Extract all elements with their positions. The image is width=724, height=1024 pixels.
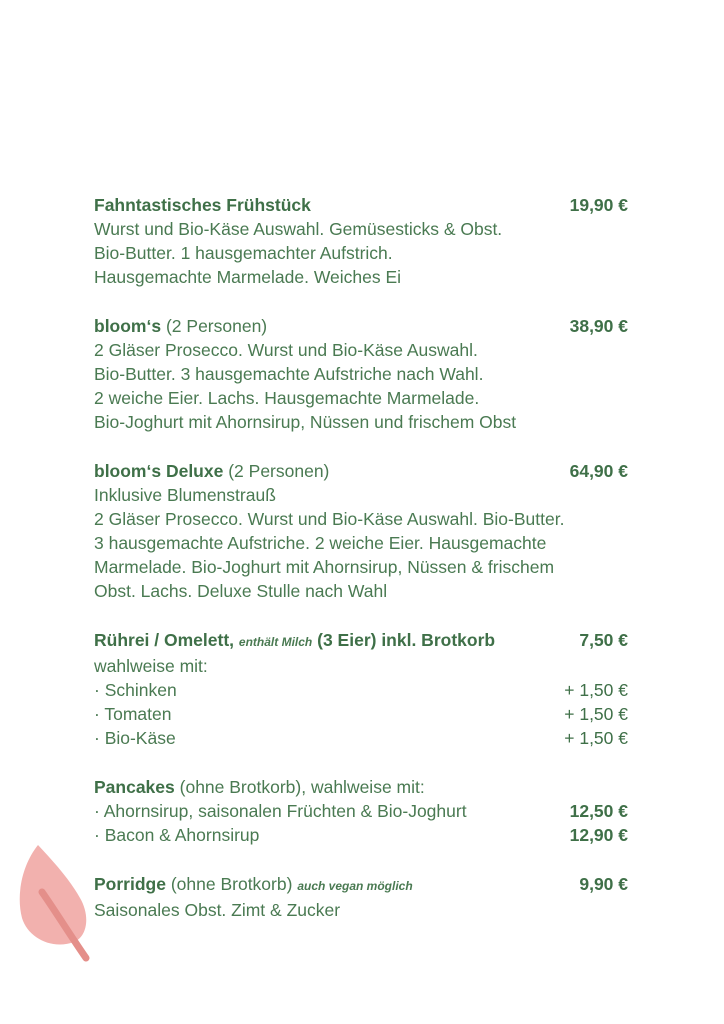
item-header: [94, 775, 628, 799]
item-description-line: Bio-Butter. 3 hausgemachte Aufstriche nach Wahl.: [94, 364, 484, 384]
option-row: [94, 726, 628, 750]
option-row: [94, 799, 628, 823]
item-title: bloom‘s: [94, 316, 162, 336]
item-persons: (2 Personen): [165, 316, 268, 336]
item-subtitle: (ohne Brotkorb), wahlweise mit:: [179, 777, 425, 797]
item-description-line: 2 Gläser Prosecco. Wurst und Bio-Käse Auswahl.: [94, 340, 478, 360]
item-title: Rührei / Omelett,: [94, 630, 235, 650]
item-description-line: Saisonales Obst. Zimt & Zucker: [94, 900, 341, 920]
item-description-line: Hausgemachte Marmelade. Weiches Ei: [94, 267, 402, 287]
menu-item-porridge: [94, 872, 628, 922]
option-price: + 1,50 €: [564, 680, 628, 700]
option-label: · Schinken: [94, 680, 177, 700]
item-persons: (2 Personen): [228, 461, 330, 481]
item-price: 7,50 €: [579, 630, 628, 650]
item-description-line: Wurst und Bio-Käse Auswahl. Gemüsesticks & Obst.: [94, 219, 503, 239]
item-heading: [94, 628, 495, 654]
option-label: · Bacon & Ahornsirup: [94, 825, 260, 845]
item-header: [94, 193, 628, 217]
menu-item-blooms: [94, 314, 628, 434]
item-title-suffix: (3 Eier) inkl. Brotkorb: [317, 630, 496, 650]
item-description-line: 2 Gläser Prosecco. Wurst und Bio-Käse Auswahl. Bio-Butter.: [94, 509, 565, 529]
item-subtitle: (ohne Brotkorb): [170, 874, 293, 894]
breakfast-menu: [94, 193, 628, 947]
item-title: Porridge: [94, 874, 166, 894]
option-label: · Ahornsirup, saisonalen Früchten & Bio-Joghurt: [94, 801, 467, 821]
item-price: 38,90 €: [569, 316, 628, 336]
allergen-note: enthält Milch: [238, 635, 313, 649]
option-row: [94, 678, 628, 702]
leaf-graphic: [14, 840, 94, 965]
item-description-line: 2 weiche Eier. Lachs. Hausgemachte Marmelade.: [94, 388, 480, 408]
item-header: [94, 872, 628, 898]
item-price: 19,90 €: [569, 195, 628, 215]
item-description-line: Inklusive Blumenstrauß: [94, 485, 276, 505]
menu-item-fruehstueck: [94, 193, 628, 289]
item-price: 64,90 €: [569, 461, 628, 481]
option-price: + 1,50 €: [564, 704, 628, 724]
menu-item-pancakes: [94, 775, 628, 847]
item-title: Pancakes: [94, 777, 175, 797]
leaf-shape: [20, 845, 87, 945]
leaf-icon: [14, 840, 94, 970]
item-header: [94, 628, 628, 654]
item-heading: [94, 459, 329, 483]
item-heading: [94, 314, 267, 338]
item-description-line: Bio-Butter. 1 hausgemachter Aufstrich.: [94, 243, 393, 263]
item-heading: [94, 775, 425, 799]
option-price: + 1,50 €: [564, 728, 628, 748]
item-description-line: Marmelade. Bio-Joghurt mit Ahornsirup, Nüssen & frischem: [94, 557, 555, 577]
option-price: 12,50 €: [569, 801, 628, 821]
item-header: [94, 314, 628, 338]
menu-item-blooms-deluxe: [94, 459, 628, 603]
item-description-line: Obst. Lachs. Deluxe Stulle nach Wahl: [94, 581, 388, 601]
menu-item-ruehrei: [94, 628, 628, 750]
item-header: [94, 459, 628, 483]
options-intro: wahlweise mit:: [94, 656, 208, 676]
vegan-note: auch vegan möglich: [297, 879, 413, 893]
item-description-line: Bio-Joghurt mit Ahornsirup, Nüssen und frischem Obst: [94, 412, 517, 432]
option-row: [94, 702, 628, 726]
option-price: 12,90 €: [569, 825, 628, 845]
item-price: 9,90 €: [579, 874, 628, 894]
option-label: · Tomaten: [94, 704, 172, 724]
option-label: · Bio-Käse: [94, 728, 176, 748]
option-row: [94, 823, 628, 847]
item-description-line: 3 hausgemachte Aufstriche. 2 weiche Eier. Hausgemachte: [94, 533, 547, 553]
item-heading: [94, 872, 413, 898]
item-title: Fahntastisches Frühstück: [94, 195, 311, 215]
item-title: bloom‘s Deluxe: [94, 461, 224, 481]
